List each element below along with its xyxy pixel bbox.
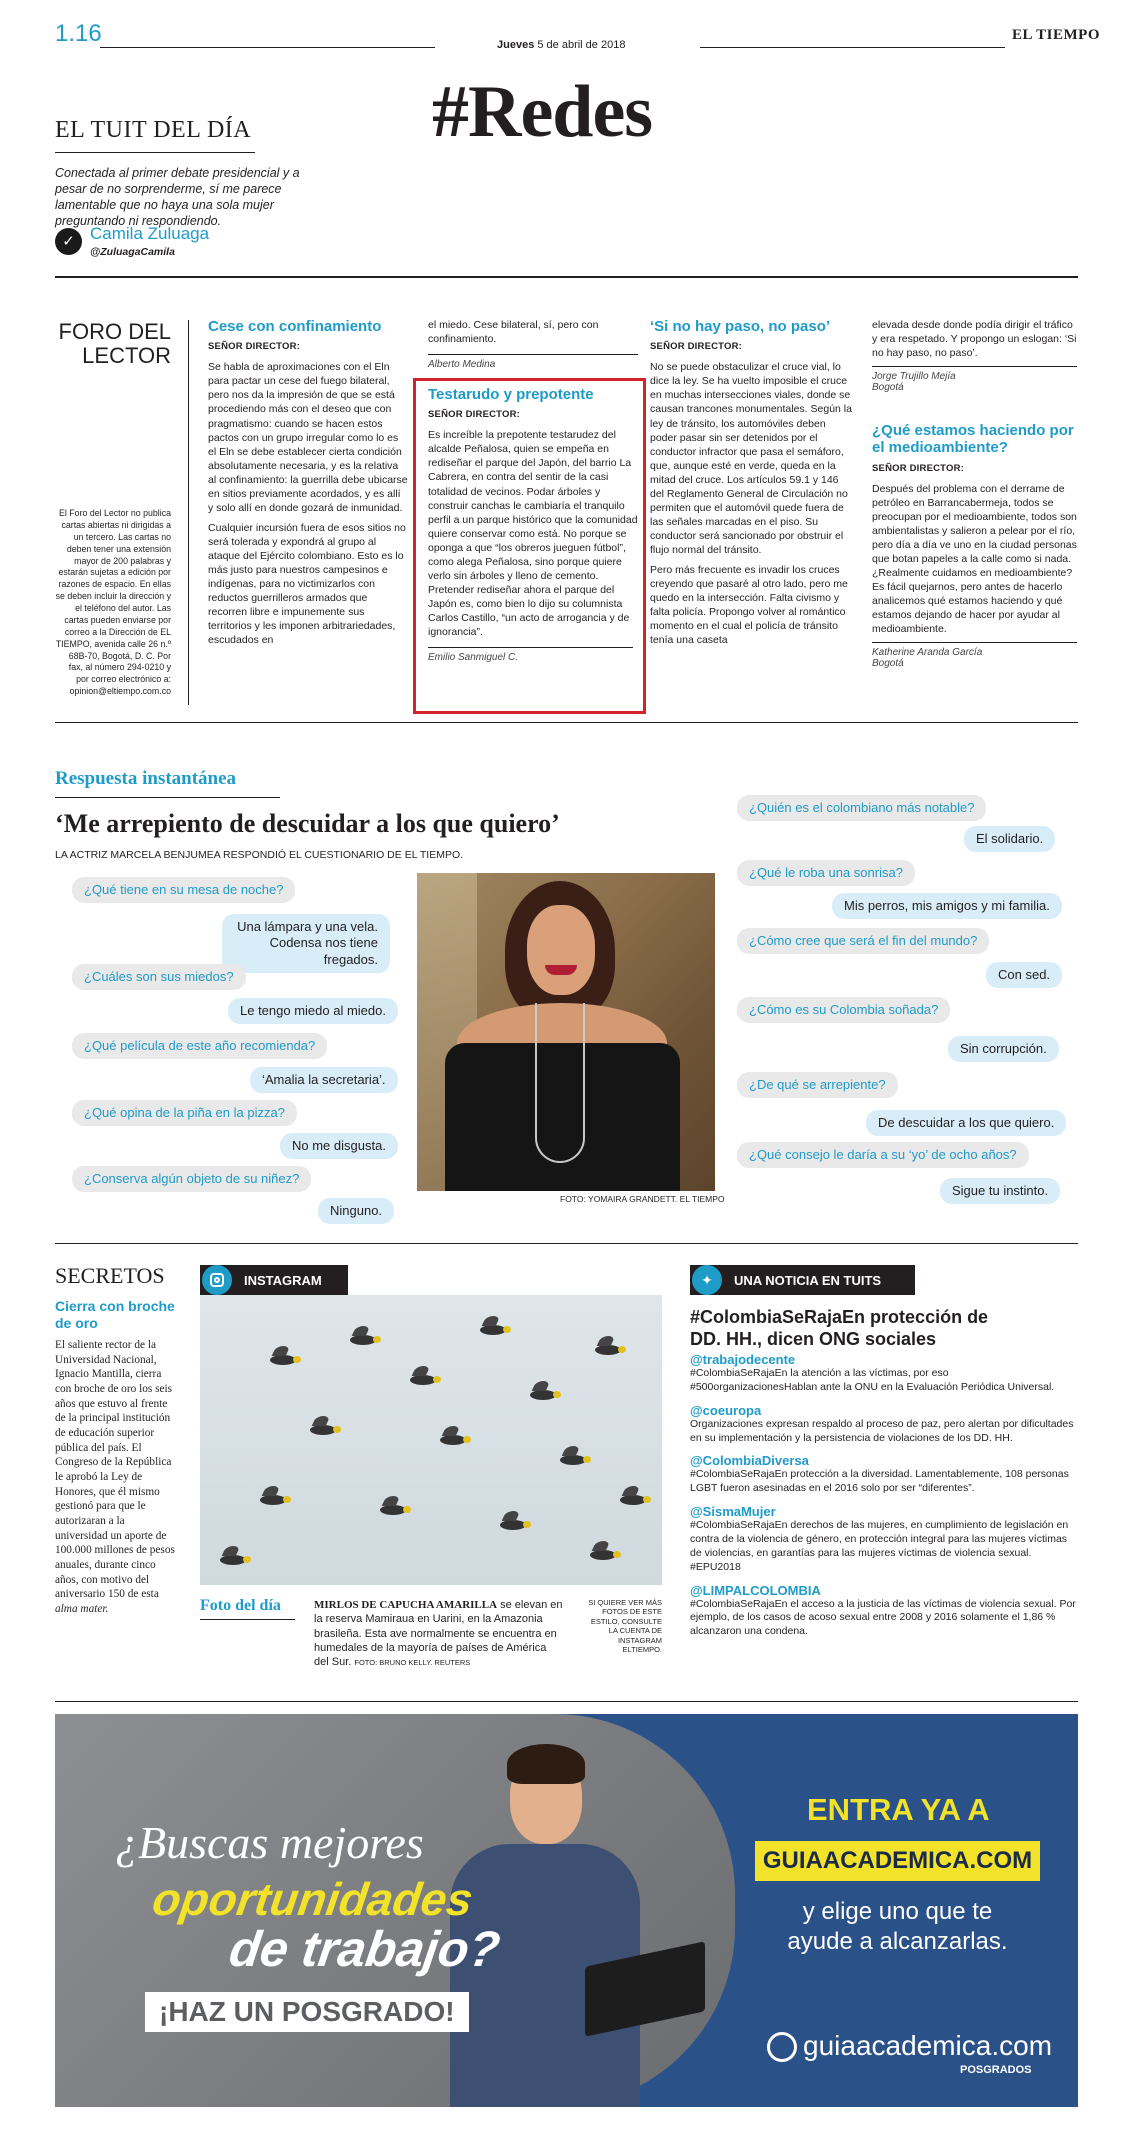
letter-salutation: SEÑOR DIRECTOR: <box>428 409 521 421</box>
letter-body: elevada desde donde podía dirigir el tráfico y era respetado. Y propongo un eslogan: ‘Si no hay paso, no paso’. <box>872 319 1077 360</box>
secretos-body-italic: alma mater. <box>55 1603 109 1616</box>
signature-rule <box>872 642 1077 643</box>
answer-bubble: Sigue tu instinto. <box>940 1178 1060 1204</box>
letter-testarudo <box>428 386 640 663</box>
secretos-label: SECRETOS <box>55 1263 165 1288</box>
foro-title <box>55 320 171 368</box>
tweets-header <box>690 1265 915 1295</box>
tweet-handle[interactable]: @ZuluagaCamila <box>90 246 175 258</box>
letter-body: Después del problema con el derrame de petróleo en Barrancabermeja, todos se preocupan por el medioambiente, todos son ambientalistas y salieron a pelear por el río, pero día a día ve uno en la ciudad personas que botan papeles a la calle como si nada. ¿Realmente cuidamos en medioambiente? Es fácil quejarnos, pero antes de hacerlo analicemos qué estamos haciendo y qué estamos dejando de hacer por ayudar al medioambiente. <box>872 482 1077 636</box>
caption-text: se elevan en la reserva Mamiraua en Uarini, en la Amazonia brasileña. Esta ave normalmente se encuentra en humedales de la mayoría de países de América del Sur. <box>314 1599 563 1669</box>
letter-signature: Alberto Medina <box>428 359 496 371</box>
photo-credit: FOTO: YOMAIRA GRANDETT. EL TIEMPO <box>560 1194 725 1204</box>
question-bubble: ¿Qué opina de la piña en la pizza? <box>72 1100 297 1126</box>
instagram-label: INSTAGRAM <box>244 1272 322 1288</box>
letter-salutation: SEÑOR DIRECTOR: <box>650 341 743 353</box>
letter-body: No se puede obstaculizar el cruce vial, lo dice la ley. Se ha vuelto imposible el cruce en muchas intersecciones viales, donde se causan trancones monumentales. Según la ley de tránsito, los automóviles deben poder pasar sin ser detenidos por el conductor infractor que pasa el semáforo, que, aunque esté en verde, queda en la mitad del cruce. Los artículos 59.1 y 146 del Reglamento General de Circulación no permiten que el automóvil quede fuera de las señales marcadas en el piso. Su conductor será sancionado por obstruir el flujo normal del tránsito. <box>650 361 852 557</box>
foro-title-line2: LECTOR <box>82 343 171 369</box>
page-number: 1.16 <box>55 20 102 47</box>
question-bubble: ¿Conserva algún objeto de su niñez? <box>72 1166 311 1192</box>
tweet-handle[interactable]: @trabajodecente <box>690 1352 796 1367</box>
ad-banner[interactable] <box>55 1714 1078 2107</box>
tweet-text: Organizaciones expresan respaldo al proceso de paz, pero alertan por dificultades en su implementación y la persistencia de violaciones de los DD. HH. <box>690 1417 1074 1444</box>
question-bubble: ¿Qué consejo le daría a su ‘yo’ de ocho años? <box>737 1142 1029 1168</box>
answer-bubble: Sin corrupción. <box>948 1036 1059 1062</box>
tweet-label-underline <box>55 152 255 153</box>
caption-credit: FOTO: BRUNO KELLY. REUTERS <box>354 1658 471 1668</box>
photo-smile <box>545 965 577 975</box>
photo-necklace <box>535 1003 585 1163</box>
letter-signature: Katherine Aranda García <box>872 647 983 659</box>
answer-bubble <box>222 914 390 973</box>
secretos-title: Cierra con broche de oro <box>55 1298 175 1331</box>
instagram-icon <box>202 1265 232 1295</box>
twitter-icon: ✓ <box>55 228 82 255</box>
letter-body: Se habla de aproximaciones con el Eln para pactar un cese del fuego bilateral, pero nos da la impresión de que se está procediendo más con el deseo que con pragmatismo: cuando se hacen estos pactos con un grupo irregular como lo es el Eln se debe establecer cierta condición absolutamente necesaria, y es la relativa al confinamiento: la guerrilla debe ubicarse en sitios previamente acordados, y es allí y solo allí en donde gozará de inmunidad. <box>208 361 408 514</box>
tweets-list <box>690 1352 1078 1647</box>
answer-bubble: Ninguno. <box>318 1198 394 1224</box>
instagram-side-note: SI QUIERE VER MÁS FOTOS DE ESTE ESTILO, CONSULTE LA CUENTA DE INSTAGRAM ELTIEMPO. <box>588 1598 662 1654</box>
answer-bubble: Le tengo miedo al miedo. <box>228 998 398 1024</box>
answer-line: Una lámpara y una vela. <box>237 919 378 934</box>
kicker-underline <box>55 797 280 798</box>
letter-si-no-hay-paso <box>650 318 855 648</box>
letter-cese <box>208 318 408 648</box>
letter-city: Bogotá <box>872 658 904 670</box>
tweet-text: #ColombiaSeRajaEn el acceso a la justicia de las víctimas de violencia sexual. Por ejemplo, de los casos de acoso sexual entre 2008 y 2016 solamente el 1,86 % alcanzaron una condena. <box>690 1597 1076 1638</box>
date-day: Jueves <box>497 39 535 51</box>
ad-right-3: ayude a alcanzarlas. <box>787 1928 1008 1955</box>
ad-logo-icon <box>767 2032 797 2062</box>
foro-bottom-rule <box>55 722 1078 723</box>
tweet-text: #ColombiaSeRajaEn la atención a las víctimas, por eso #500organizacionesHablan ante la ONU en la Evaluación Periódica Universal. <box>690 1367 1055 1393</box>
ad-headline-3: de trabajo? <box>226 1921 504 1977</box>
signature-rule <box>428 354 638 355</box>
header-rule-left <box>100 47 435 48</box>
ad-top-rule <box>55 1701 1078 1702</box>
secretos-body: El saliente rector de la Universidad Nacional, Ignacio Mantilla, cierra con broche de oro los seis años que estuvo al frente de la principal institución de educación superior pública del país. El Congreso de la República le aprobó la Ley de Honores, que él mismo gestionó para que le autorizaran a la universidad un aporte de 100.000 millones de pesos anuales, durante cinco años, con motivo del aniversario 150 de esta <box>55 1339 175 1601</box>
letter-cese-continuation <box>428 318 638 370</box>
letter-title: Testarudo y prepotente <box>428 386 594 403</box>
question-bubble: ¿Qué le roba una sonrisa? <box>737 860 915 886</box>
question-bubble: ¿Qué película de este año recomienda? <box>72 1033 327 1059</box>
question-bubble: ¿Cuáles son sus miedos? <box>72 964 246 990</box>
foto-del-dia: Foto del día <box>200 1597 281 1614</box>
foto-del-dia-underline <box>200 1619 295 1620</box>
interview-bottom-rule <box>55 1243 1078 1244</box>
ad-logo: guiaacademica.com <box>803 2030 1053 2061</box>
foro-divider <box>188 320 189 705</box>
tweet-text: Conectada al primer debate presidencial y a pesar de no sorprenderme, sí me parece lamentable que no haya una sola mujer preguntando ni respondiendo. <box>55 166 300 228</box>
ad-person-hair <box>507 1744 585 1784</box>
foro-title-line1: FORO DEL <box>58 319 171 344</box>
answer-bubble: De descuidar a los que quiero. <box>866 1110 1066 1136</box>
tweets-label: UNA NOTICIA EN TUITS <box>734 1272 882 1288</box>
interview-kicker: Respuesta instantánea <box>55 768 237 789</box>
signature-rule <box>428 647 633 648</box>
question-bubble: ¿De qué se arrepiente? <box>737 1072 898 1098</box>
letter-salutation: SEÑOR DIRECTOR: <box>208 341 301 353</box>
letter-body: Cualquier incursión fuera de esos sitios no será tolerada y expondrá al grupo al ataque del Ejército colombiano. Esto es lo más justo para nuestros campesinos e indígenas, para no victimizarlos con reductos guerrilleros armados que recorren libre e impunemente sus territorios y les imponen arbitrariedades, escudados en <box>208 521 406 647</box>
header-rule-right <box>700 47 1005 48</box>
photo-face <box>527 905 595 995</box>
letter-salutation: SEÑOR DIRECTOR: <box>872 462 965 474</box>
instagram-caption <box>314 1598 564 1669</box>
letter-title: Cese con confinamiento <box>208 318 382 335</box>
ad-right-1: ENTRA YA A <box>807 1792 990 1827</box>
ad-logo-sub: POSGRADOS <box>960 2064 1032 2076</box>
answer-bubble: ‘Amalia la secretaria’. <box>250 1067 398 1093</box>
tweet-of-day-label: EL TUIT DEL DÍA <box>55 117 252 143</box>
ad-cta[interactable]: ¡HAZ UN POSGRADO! <box>145 1992 469 2032</box>
letter-si-no-hay-paso-continuation <box>872 318 1077 393</box>
tweet-handle[interactable]: @SismaMujer <box>690 1504 776 1520</box>
letter-signature: Emilio Sanmiguel C. <box>428 652 519 664</box>
foro-note: El Foro del Lector no publica cartas abiertas ni dirigidas a un tercero. Las cartas no deben tener una extensión mayor de 200 palabras y estarán sujetas a edición por razones de espacio. En ellas se deben incluir la dirección y el teléfono del autor. Las cartas pueden enviarse por correo a la Dirección de EL TIEMPO, avenida calle 26 n.º 68B-70, Bogotá, D. C. Por fax, al número 294-0210 y por correo electrónico a: opinion@eltiempo.com.co <box>55 508 171 697</box>
twitter-bird-icon: ✦ <box>692 1265 722 1295</box>
tweet-text: #ColombiaSeRajaEn protección a la diversidad. Lamentablemente, 108 personas LGBT fueron asesinadas en el 2016 solo por ser “diferentes”. <box>690 1468 1069 1495</box>
tweet-handle[interactable]: @coeuropa <box>690 1402 762 1418</box>
tweet-handle[interactable]: @LIMPALCOLOMBIA <box>690 1582 821 1598</box>
date-rest: 5 de abril de 2018 <box>537 39 626 51</box>
secretos-text <box>55 1338 177 1617</box>
question-bubble: ¿Qué tiene en su mesa de noche? <box>72 877 295 903</box>
question-bubble: ¿Cómo es su Colombia soñada? <box>737 997 950 1023</box>
letter-body: Es increíble la prepotente testarudez del alcalde Peñalosa, quien se empeña en rediseñar el parque del Japón, del barrio La Cabrera, en contra del sentir de la casi totalidad de vecinos. Podar árboles y construir canchas le cambiaría el tranquilo perfil a un parque histórico que la comunidad quiere conservar como está. No porque se oponga a que “los obreros jueguen fútbol”, como alega Peñalosa, sino porque quiere verlo sin árboles y lleno de cemento. Pretender rediseñar ahora el parque del Japón es, como bien lo dijo su columnista Carlos Castillo, “un acto de arrogancia y de ignorancia”. <box>428 429 638 639</box>
instagram-header <box>200 1265 348 1295</box>
answer-bubble: Mis perros, mis amigos y mi familia. <box>832 893 1062 919</box>
letter-title: ‘Si no hay paso, no paso’ <box>650 318 831 335</box>
tweet-handle[interactable]: @ColombiaDiversa <box>690 1453 809 1469</box>
section-title: #Redes <box>432 71 653 153</box>
letter-signature: Jorge Trujillo Mejía <box>872 371 956 383</box>
ad-right-2: y elige uno que te <box>802 1898 993 1925</box>
ad-site-box[interactable]: GUIAACADEMICA.COM <box>755 1841 1040 1881</box>
header-date <box>497 39 625 51</box>
question-bubble: ¿Quién es el colombiano más notable? <box>737 795 986 821</box>
tweet-text: #ColombiaSeRajaEn derechos de las mujeres, en cumplimiento de legislación en contra de la violencia de género, en protección integral para las mujeres víctimas de violencias, en garantías para las mujeres víctimas de violencia sexual. #EPU2018 <box>690 1519 1069 1573</box>
answer-line: Codensa nos tiene fregados. <box>269 935 378 967</box>
letter-medioambiente <box>872 422 1077 669</box>
letter-city: Bogotá <box>872 382 904 394</box>
signature-rule <box>872 366 1077 367</box>
answer-bubble: No me disgusta. <box>280 1133 398 1159</box>
brand-logo: EL TIEMPO <box>1012 27 1100 43</box>
interview-photo <box>417 873 715 1191</box>
instagram-photo <box>200 1295 662 1585</box>
interview-headline: ‘Me arrepiento de descuidar a los que quiero’ <box>55 809 560 838</box>
letter-title: ¿Qué estamos haciendo por el medioambiente? <box>872 422 1074 457</box>
answer-bubble: Con sed. <box>986 962 1062 988</box>
letter-body: Pero más frecuente es invadir los cruces creyendo que pasaré al otro lado, pero me quedo en la intersección. Falta civismo y falta policía. Propongo volver al romántico momento en el cual el policía de tránsito tenía una caseta <box>650 564 848 647</box>
interview-deck: LA ACTRIZ MARCELA BENJUMEA RESPONDIÓ EL CUESTIONARIO DE EL TIEMPO. <box>55 849 464 861</box>
answer-bubble: El solidario. <box>964 826 1055 852</box>
top-section-rule <box>55 276 1078 278</box>
ad-headline-1: ¿Buscas mejores <box>115 1817 424 1868</box>
tweets-headline: #ColombiaSeRajaEn protección de DD. HH., dicen ONG sociales <box>690 1307 989 1349</box>
caption-bold: MIRLOS DE CAPUCHA AMARILLA <box>314 1599 498 1611</box>
question-bubble: ¿Cómo cree que será el fin del mundo? <box>737 928 989 954</box>
ad-headline-2: oportunidades <box>149 1873 477 1925</box>
letter-body: el miedo. Cese bilateral, sí, pero con confinamiento. <box>428 319 599 346</box>
tweet-author[interactable]: Camila Zuluaga <box>90 224 210 243</box>
